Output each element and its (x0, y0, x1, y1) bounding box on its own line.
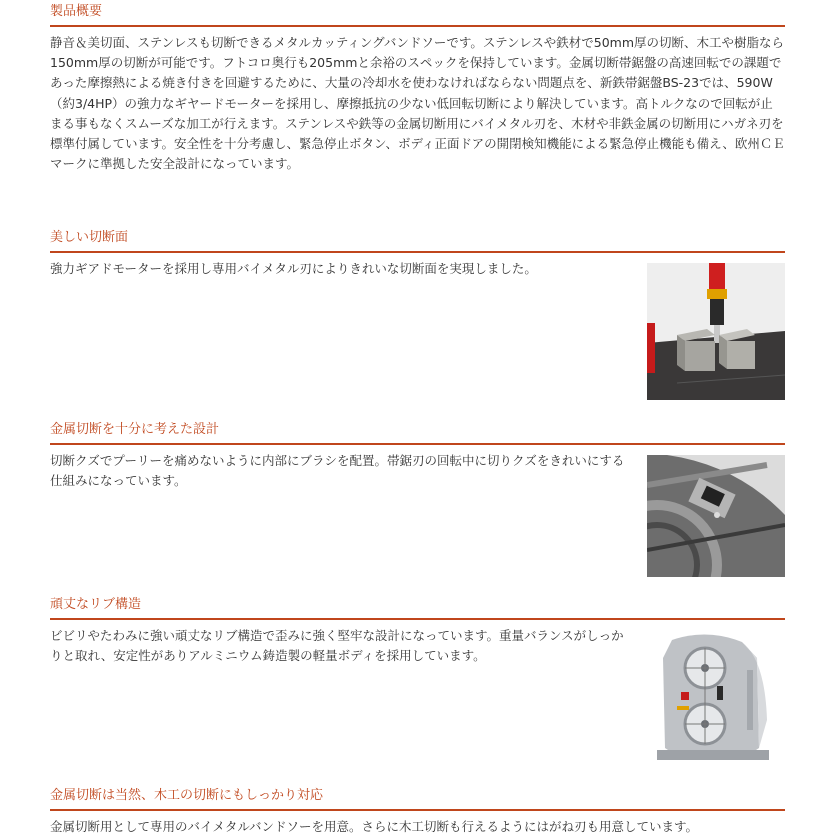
section-text: ビビリやたわみに強い頑丈なリブ構造で歪みに強く堅牢な設計になっています。重量バランスがしっかりと取れ、安定性がありアルミニウム鋳造製の軽量ボディを採用しています。 (50, 628, 624, 664)
section-content (50, 253, 785, 400)
photo-frame (647, 630, 785, 766)
section-heading: 頑丈なリブ構造 (50, 596, 785, 620)
section-wood-cutting (50, 787, 785, 837)
section-text: 切断クズでプーリーを痛めないように内部にブラシを配置。帯鋸刃の回転中に切りクズをきれいにする仕組みになっています。 (50, 453, 625, 489)
photo-brush (647, 455, 785, 577)
photo-cut-blocks (647, 263, 785, 400)
section-heading: 美しい切断面 (50, 229, 785, 253)
section-metal-design (50, 421, 785, 577)
section-clean-cut (50, 229, 785, 400)
section-heading: 金属切断を十分に考えた設計 (50, 421, 785, 445)
section-content (50, 445, 785, 577)
section-text: 静音＆美切面、ステンレスも切断できるメタルカッティングバンドソーです。ステンレスや鉄材で50mm厚の切断、木工や樹脂なら150mm厚の切断が可能です。フトコロ奥行も205mmと余裕のスペックを保持しています。金属切断帯鋸盤の高速回転での課題であった摩擦熱による焼き付きを回避するために、大量の冷却水を使わなければならない問題点を、新鉄帯鋸盤BS-23では、590W（約3/4HP）の強力なギヤードモーターを採用し、摩擦抵抗の少ない低回転切断により解決しています。高トルクなので回転が止まる事もなくスムーズな加工が行えます。ステンレスや鉄等の金属切断用にバイメタル刃を、木材や非鉄金属の切断用にハガネ刃を標準付属しています。安全性を十分考慮し、緊急停止ボタン、ボディ正面ドアの開閉検知機能による緊急停止機能も備え、欧州ＣＥマークに準拠した安全設計になっています。 (50, 35, 785, 172)
section-heading: 金属切断は当然、木工の切断にもしっかり対応 (50, 787, 785, 811)
section-rib-structure (50, 596, 785, 766)
section-content (50, 620, 785, 766)
section-heading: 製品概要 (50, 3, 785, 27)
section-text: 強力ギアドモーターを採用し専用バイメタル刃によりきれいな切断面を実現しました。 (50, 261, 537, 276)
section-text: 金属切断用として専用のバイメタルバンドソーを用意。さらに木工切断も行えるようにはがね刃も用意しています。 (50, 819, 699, 834)
section-overview (50, 3, 785, 174)
